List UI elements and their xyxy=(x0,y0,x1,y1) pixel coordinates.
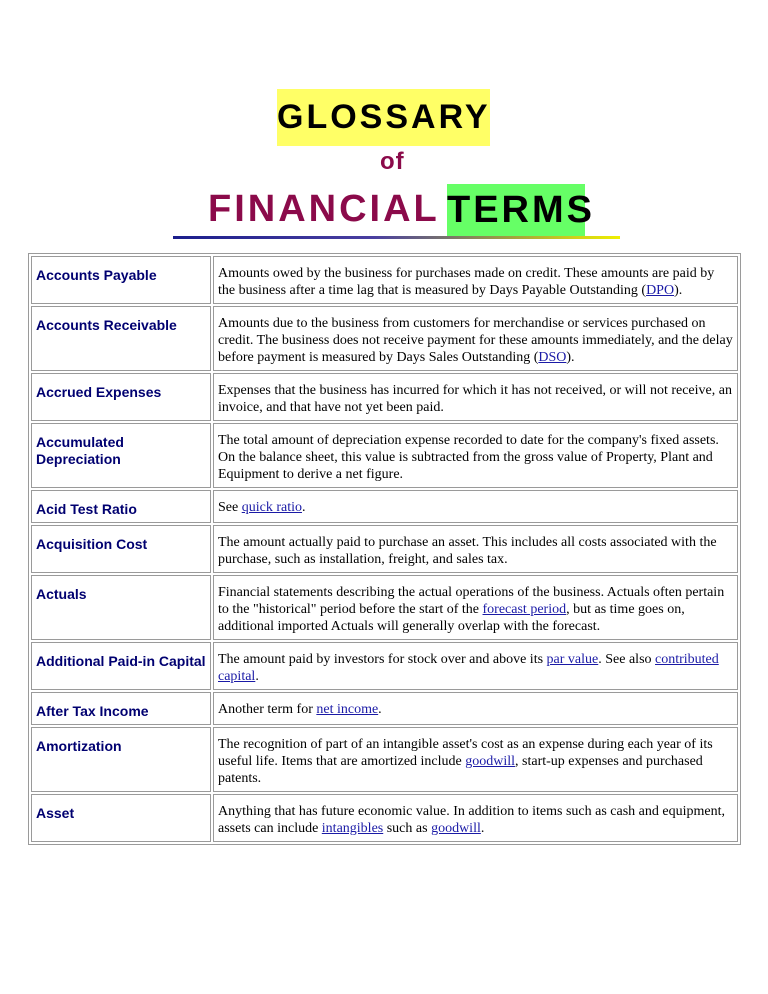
table-row xyxy=(31,727,738,792)
definition-link[interactable]: intangibles xyxy=(321,821,384,836)
term-definition xyxy=(213,306,738,371)
definition-text: Amounts due to the business from customers for merchandise or services purchased on credit. The business does not receive payment for these amounts immediately, and the delay before payment is measured by Days Sales Outstanding ( xyxy=(218,316,733,365)
definition-text: The amount actually paid to purchase an asset. This includes all costs associated with the purchase, such as installation, freight, and sales tax. xyxy=(218,535,717,567)
definition-text: Anything that has future economic value. In addition to items such as cash and equipment, assets can include xyxy=(218,804,725,836)
definition-text: Another term for xyxy=(218,702,317,717)
definition-text: The amount paid by investors for stock over and above its xyxy=(218,652,547,667)
glossary-table xyxy=(28,253,741,845)
title-financial: FINANCIAL xyxy=(208,188,440,230)
definition-text: Financial statements describing the actual operations of the business. Actuals often pertain to the "historical" period before the start of the xyxy=(218,585,725,617)
term-label: Additional Paid-in Capital xyxy=(31,642,211,690)
definition-text: . See also xyxy=(598,652,656,667)
table-row xyxy=(31,423,738,488)
table-row xyxy=(31,575,738,640)
definition-text: Expenses that the business has incurred for which it has not received, or will not receive, an invoice, and that have not yet been paid. xyxy=(218,383,732,415)
term-label: Acid Test Ratio xyxy=(31,490,211,523)
table-row xyxy=(31,525,738,573)
definition-text: See xyxy=(218,500,242,515)
definition-link[interactable]: forecast period xyxy=(482,602,567,617)
term-definition xyxy=(213,794,738,842)
title-block xyxy=(0,0,768,245)
table-row xyxy=(31,642,738,690)
definition-text: The total amount of depreciation expense recorded to date for the company's fixed assets. On the balance sheet, this value is subtracted from the gross value of Property, Plant and Equipment to derive a net figure. xyxy=(218,433,719,482)
term-label: Acquisition Cost xyxy=(31,525,211,573)
definition-link[interactable]: contributed capital xyxy=(218,652,719,684)
term-label: Accounts Payable xyxy=(31,256,211,304)
definition-link[interactable]: DPO xyxy=(646,283,675,298)
definition-link[interactable]: net income xyxy=(316,702,379,717)
glossary-table-body xyxy=(31,256,738,842)
title-glossary: GLOSSARY xyxy=(277,89,490,146)
term-definition xyxy=(213,575,738,640)
term-definition xyxy=(213,373,738,421)
definition-text: ). xyxy=(566,350,575,365)
term-definition xyxy=(213,692,738,725)
term-definition xyxy=(213,642,738,690)
definition-text: , but as time goes on, additional imported Actuals will generally overlap with the forecast. xyxy=(218,602,685,634)
definition-text: ). xyxy=(674,283,683,298)
definition-link[interactable]: goodwill xyxy=(431,821,481,836)
definition-text: . xyxy=(301,500,306,515)
term-definition xyxy=(213,423,738,488)
term-label: Accrued Expenses xyxy=(31,373,211,421)
table-row xyxy=(31,306,738,371)
definition-text: . xyxy=(255,669,259,684)
term-label: After Tax Income xyxy=(31,692,211,725)
title-of: of xyxy=(380,148,405,175)
term-definition xyxy=(213,490,738,523)
term-label: Amortization xyxy=(31,727,211,792)
table-row xyxy=(31,692,738,725)
definition-text: . xyxy=(480,821,485,836)
term-definition xyxy=(213,256,738,304)
table-row xyxy=(31,794,738,842)
term-label: Actuals xyxy=(31,575,211,640)
definition-text: , start-up expenses and purchased patents. xyxy=(218,754,703,786)
title-underline-divider xyxy=(173,236,620,239)
term-definition xyxy=(213,525,738,573)
term-definition xyxy=(213,727,738,792)
term-label: Accounts Receivable xyxy=(31,306,211,371)
table-row xyxy=(31,490,738,523)
definition-text: The recognition of part of an intangible asset's cost as an expense during each year of its useful life. Items that are amortized include xyxy=(218,737,713,769)
definition-text: . xyxy=(378,702,382,717)
title-terms: TERMS xyxy=(447,184,585,236)
definition-link[interactable]: goodwill xyxy=(465,754,516,769)
definition-link[interactable]: quick ratio xyxy=(241,500,302,515)
term-label: Asset xyxy=(31,794,211,842)
definition-text: such as xyxy=(383,821,432,836)
table-row xyxy=(31,373,738,421)
definition-text: Amounts owed by the business for purchases made on credit. These amounts are paid by the business after a time lag that is measured by Days Payable Outstanding ( xyxy=(218,266,715,298)
definition-link[interactable]: par value xyxy=(546,652,599,667)
term-label: Accumulated Depreciation xyxy=(31,423,211,488)
table-row xyxy=(31,256,738,304)
definition-link[interactable]: DSO xyxy=(538,350,567,365)
